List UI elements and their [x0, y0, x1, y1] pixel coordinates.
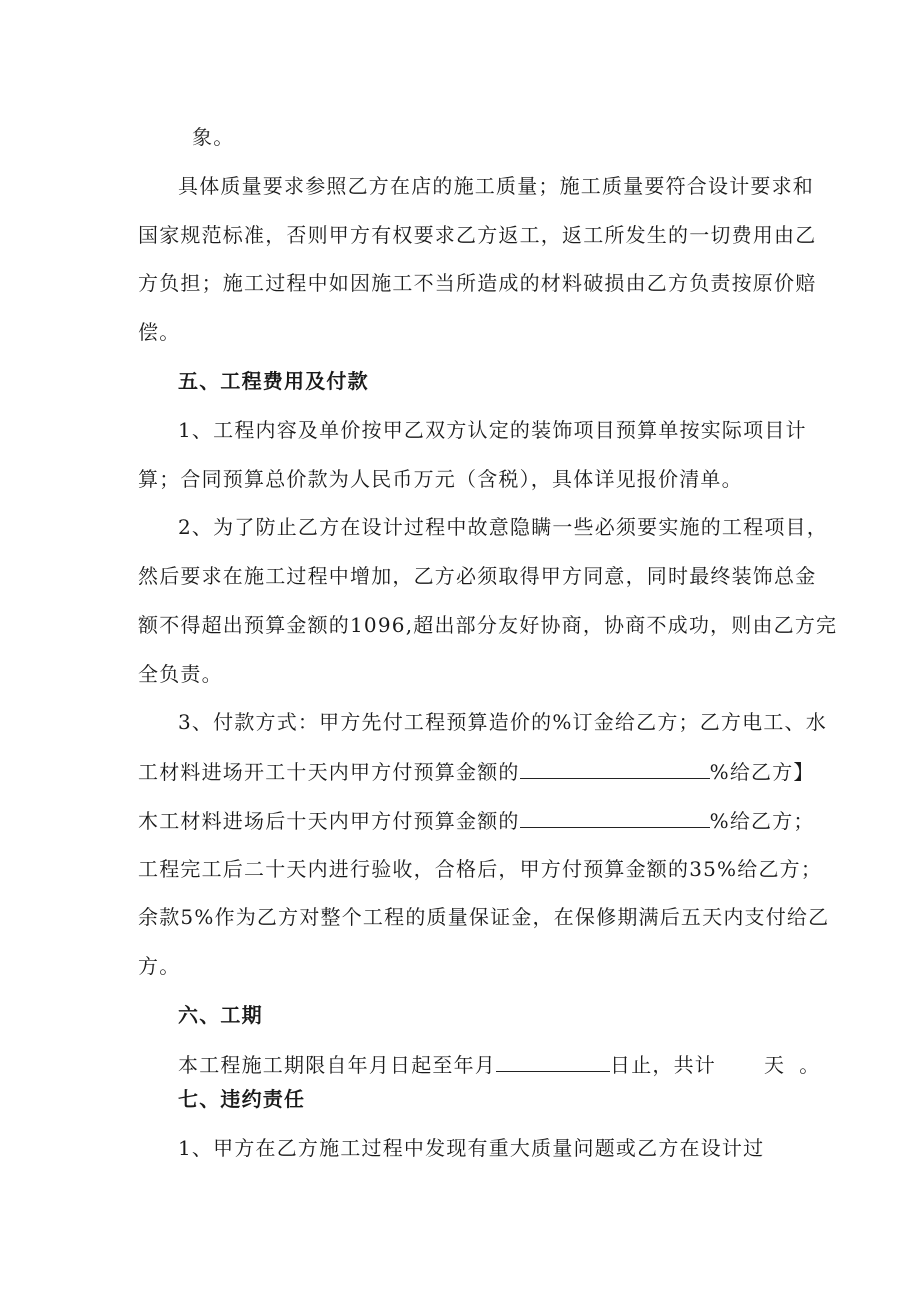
line-text: 日止，共计: [610, 1053, 716, 1077]
line-text: %给乙方；: [709, 809, 815, 833]
text-line: 方负担；施工过程中如因施工不当所造成的材料破损由乙方负责按原价赔: [138, 271, 817, 295]
section-heading: 六、工期: [178, 1003, 263, 1027]
line-text: 工材料进场开工十天内甲方付预算金额的: [138, 760, 520, 784]
text-line: 1、甲方在乙方施工过程中发现有重大质量问题或乙方在设计过: [178, 1136, 765, 1160]
text-line: 全负责。: [138, 662, 223, 686]
text-line: 3、付款方式：甲方先付工程预算造价的%订金给乙方；乙方电工、水: [178, 710, 827, 734]
text-line: 偿。: [138, 320, 181, 344]
text-line: 国家规范标准，否则甲方有权要求乙方返工，返工所发生的一切费用由乙: [138, 223, 817, 247]
fill-in-blank: [496, 1051, 610, 1072]
text-line: 象。: [192, 125, 235, 149]
text-line: [138, 807, 815, 834]
line-text: 本工程施工期限自年月日起至年月: [178, 1053, 496, 1077]
line-text: %给乙方】: [709, 760, 815, 784]
text-line: [178, 1051, 820, 1078]
text-line: 2、为了防止乙方在设计过程中故意隐瞒一些必须要实施的工程项目，: [178, 515, 828, 539]
text-line: [138, 758, 815, 785]
fill-in-blank: [520, 807, 710, 828]
text-line: 额不得超出预算金额的1096,超出部分友好协商，协商不成功，则由乙方完: [138, 613, 838, 637]
text-line: 算；合同预算总价款为人民币万元（含税），具体详见报价清单。: [138, 467, 743, 491]
text-line: 方。: [138, 954, 181, 978]
text-line: 余款5%作为乙方对整个工程的质量保证金，在保修期满后五天内支付给乙: [138, 905, 830, 929]
text-line: 具体质量要求参照乙方在店的施工质量；施工质量要符合设计要求和: [178, 174, 814, 198]
text-line: 然后要求在施工过程中增加，乙方必须取得甲方同意，同时最终装饰总金: [138, 564, 817, 588]
text-line: 1、工程内容及单价按甲乙双方认定的装饰项目预算单按实际项目计: [178, 418, 807, 442]
line-text: 木工材料进场后十天内甲方付预算金额的: [138, 809, 520, 833]
section-heading: 七、违约责任: [178, 1087, 306, 1111]
fill-in-blank: [520, 758, 710, 779]
text-line: 工程完工后二十天内进行验收，合格后，甲方付预算金额的35%给乙方；: [138, 857, 823, 881]
line-text: 。: [799, 1053, 821, 1077]
section-heading: 五、工程费用及付款: [178, 369, 369, 393]
line-text: 天: [764, 1053, 786, 1077]
